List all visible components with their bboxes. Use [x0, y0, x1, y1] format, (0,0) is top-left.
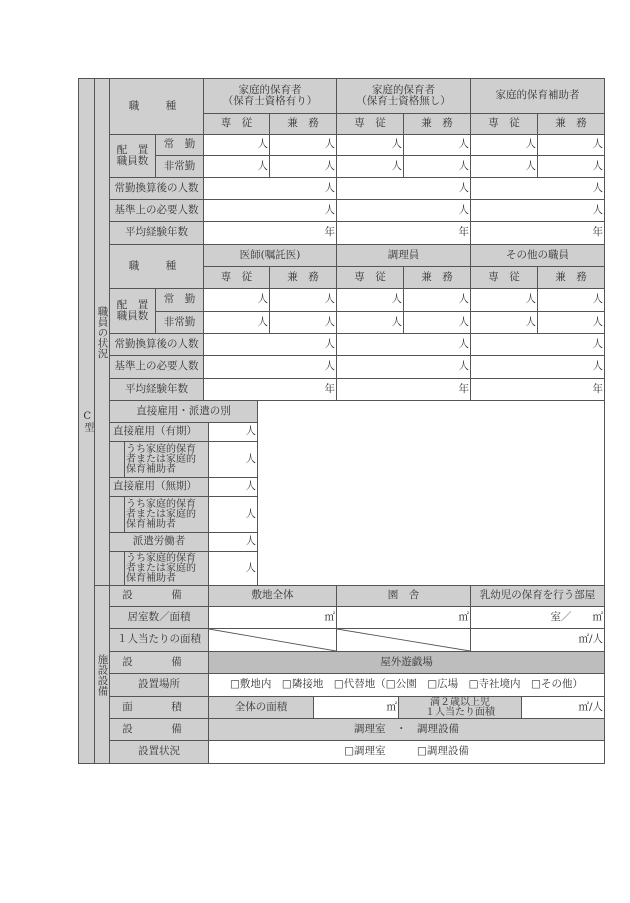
input-parttime[interactable] [336, 311, 404, 334]
category-line1: その他の職員 [506, 248, 569, 261]
sub-family-caregiver-label [124, 441, 209, 478]
unit: 年 [458, 382, 469, 395]
col-building [336, 585, 471, 607]
assigned-staff-label [109, 288, 156, 334]
unit: 人 [324, 293, 335, 306]
blank-area [257, 400, 605, 586]
sub-label-line: 保育補助者 [126, 463, 176, 475]
input-fulltime[interactable] [403, 288, 471, 312]
input-parttime[interactable] [269, 311, 337, 334]
input-fulltime[interactable] [269, 288, 337, 312]
subheader-label: 兼 務 [287, 117, 319, 130]
employment-header-label: 直接雇用・派遣の別 [136, 404, 231, 417]
unit: 人 [592, 181, 603, 194]
checkbox-options: □調理室 □調理設備 [344, 745, 469, 758]
area-label [109, 696, 209, 719]
input-parttime[interactable] [269, 155, 337, 178]
job-type-header-1 [109, 78, 204, 135]
input-avg-years[interactable] [203, 378, 337, 401]
subheader-label: 兼 務 [555, 270, 587, 283]
input-fulltime[interactable] [537, 288, 605, 312]
sub-label-line: うち家庭的保育 [126, 498, 196, 510]
input-parttime[interactable] [470, 155, 538, 178]
checkbox-options: □敷地内 □隣接地 □代替地（□公園 □広場 □寺社境内 □その他） [230, 678, 583, 691]
na-cell-diagonal [336, 628, 471, 652]
input-parttime[interactable] [336, 155, 404, 178]
subheader-label: 兼 務 [287, 270, 319, 283]
direct-permanent-label [109, 477, 209, 497]
unit: 人 [391, 138, 402, 151]
unit: 人 [525, 293, 536, 306]
subheader-label: 専 従 [488, 117, 520, 130]
unit: 年 [592, 226, 603, 239]
input-fulltime[interactable] [203, 134, 270, 156]
subheader-full [470, 113, 538, 135]
row-label: 設置場所 [138, 678, 180, 691]
unit: 人 [458, 159, 469, 172]
sub-family-caregiver-label [124, 551, 209, 586]
input-required[interactable] [203, 355, 337, 379]
input-avg-years[interactable] [470, 378, 605, 401]
input-total-area[interactable] [313, 696, 399, 719]
input-sub-fixed-term[interactable] [208, 441, 258, 478]
parttime-label [155, 155, 204, 178]
input-required[interactable] [470, 199, 605, 222]
section-header: 調理室 ・ 調理設備 [354, 722, 459, 735]
subheader-full [336, 266, 404, 289]
input-fulltime[interactable] [336, 288, 404, 312]
input-fulltime[interactable] [403, 134, 471, 156]
input-per-child-area[interactable] [521, 696, 605, 719]
input-site-area[interactable] [208, 606, 337, 629]
column-label: 園 舎 [387, 589, 420, 602]
unit: 人 [324, 138, 335, 151]
unit: 人 [458, 337, 469, 350]
job-type-label: 職 種 [128, 99, 185, 112]
subheader-label: 専 従 [354, 270, 386, 283]
input-required[interactable] [470, 355, 605, 379]
unit: ㎡/人 [578, 633, 603, 646]
sub-label-line: 保育補助者 [126, 572, 176, 584]
location-options[interactable] [208, 673, 605, 697]
input-parttime[interactable] [537, 311, 605, 334]
subheader-full [203, 266, 270, 289]
unit: 人 [324, 337, 335, 350]
parttime-label [155, 311, 204, 334]
unit: 人 [525, 315, 536, 328]
unit: 人 [592, 203, 603, 216]
row-label: 居室数／面積 [127, 610, 191, 623]
input-fulltime[interactable] [470, 288, 538, 312]
total-area-label [208, 696, 314, 719]
unit: 人 [245, 507, 256, 520]
assigned-line1: 配 置 [116, 143, 149, 156]
staff-status-label: 職員の状況 [96, 305, 109, 359]
unit: 年 [592, 382, 603, 395]
input-fte[interactable] [203, 333, 337, 356]
row-label: 非常勤 [163, 315, 196, 328]
facilities-label: 施設設備 [96, 653, 109, 696]
column-label: 乳幼児の保育を行う部屋 [479, 589, 596, 602]
assigned-staff-label [109, 134, 156, 178]
unit: 人 [324, 181, 335, 194]
subheader-concurrent [269, 266, 337, 289]
subheader-label: 兼 務 [421, 117, 453, 130]
assigned-line2: 職員数 [116, 155, 149, 167]
row-label: 基準上の必要人数 [114, 203, 199, 216]
unit: 年 [324, 382, 335, 395]
sub-label-line: 者または家庭的 [126, 562, 196, 574]
row-label: １人当たりの面積 [117, 633, 201, 646]
row-label: 平均経験年数 [125, 382, 188, 395]
unit: 人 [245, 452, 256, 465]
unit: ㎡ [458, 610, 469, 623]
row-label: 設 備 [122, 589, 196, 602]
row-label: 常勤換算後の人数 [114, 181, 199, 194]
category-header-2-2 [336, 244, 471, 267]
input-per-person-area[interactable] [470, 628, 605, 652]
input-rooms-area[interactable] [470, 606, 605, 629]
job-type-label: 職 種 [128, 259, 185, 272]
assigned-line1: 配 置 [116, 298, 149, 311]
indent-spacer [109, 551, 125, 586]
row-label: 全体の面積 [234, 700, 288, 713]
row-label: 面 積 [122, 700, 196, 713]
fulltime-label [155, 288, 204, 312]
subheader-label: 専 従 [220, 270, 253, 283]
type-label-cell [78, 78, 95, 764]
unit: 人 [592, 138, 603, 151]
input-direct-fixed-term[interactable] [208, 422, 258, 442]
category-header-1-2 [336, 78, 471, 114]
unit: 人 [458, 138, 469, 151]
unit: 人 [458, 181, 469, 194]
category-line1: 調理員 [387, 248, 420, 261]
input-required[interactable] [336, 355, 471, 379]
input-sub-dispatch[interactable] [208, 551, 258, 586]
unit: 人 [458, 315, 469, 328]
unit: 人 [391, 293, 402, 306]
equipment-label [109, 718, 209, 741]
category-line1: 家庭的保育補助者 [495, 89, 580, 102]
row-label: 派遣労働者 [132, 535, 186, 548]
unit: 人 [592, 337, 603, 350]
row-label: 直接雇用（有期） [113, 425, 197, 438]
per-child-area-label [398, 696, 522, 719]
staff-status-label-cell [94, 78, 110, 586]
sub-label-line: うち家庭的保育 [126, 443, 196, 455]
subheader-label: 専 従 [488, 270, 520, 283]
subheader-full [203, 113, 270, 135]
unit: 人 [324, 360, 335, 373]
subheader-label: 専 従 [354, 117, 386, 130]
assigned-line2: 職員数 [116, 310, 149, 322]
unit: 人 [592, 360, 603, 373]
unit: 人 [245, 425, 256, 438]
unit: 人 [525, 138, 536, 151]
direct-fixed-term-label [109, 422, 209, 442]
input-fulltime[interactable] [269, 134, 337, 156]
employment-header [109, 400, 258, 423]
row-label: 基準上の必要人数 [114, 360, 199, 373]
input-parttime[interactable] [537, 155, 605, 178]
unit: 人 [257, 293, 268, 306]
category-line2: （保育士資格無し） [356, 95, 451, 107]
unit: 人 [391, 159, 402, 172]
required-label [109, 355, 204, 379]
row-label: 常勤換算後の人数 [114, 337, 199, 350]
subheader-label: 専 従 [220, 117, 253, 130]
sub-label-line: 者または家庭的 [126, 508, 196, 520]
location-label [109, 673, 209, 697]
unit: 室／ ㎡ [550, 610, 603, 623]
col-site-total [208, 585, 337, 607]
unit: 人 [245, 561, 256, 574]
category-line1: 家庭的保育者 [372, 83, 435, 96]
subheader-full [336, 113, 404, 135]
fte-label [109, 333, 204, 356]
row-label: 設 備 [122, 722, 196, 735]
unit: 人 [458, 360, 469, 373]
kitchen-header [208, 718, 605, 741]
unit: 人 [324, 159, 335, 172]
input-required[interactable] [203, 199, 337, 222]
fte-label [109, 177, 204, 200]
input-avg-years[interactable] [203, 221, 337, 245]
unit: 人 [245, 480, 256, 493]
input-building-area[interactable] [336, 606, 471, 629]
input-fulltime[interactable] [336, 134, 404, 156]
input-parttime[interactable] [203, 155, 270, 178]
input-parttime[interactable] [203, 311, 270, 334]
unit: 年 [324, 226, 335, 239]
subheader-concurrent [537, 266, 605, 289]
unit: 人 [257, 159, 268, 172]
unit: 人 [324, 315, 335, 328]
input-sub-permanent[interactable] [208, 496, 258, 533]
diagonal-line-icon [337, 629, 470, 651]
input-parttime[interactable] [403, 155, 471, 178]
unit: ㎡ [324, 610, 335, 623]
kitchen-options[interactable] [208, 740, 605, 764]
subheader-full [470, 266, 538, 289]
outdoor-playground-header [208, 651, 605, 674]
dispatch-worker-label [109, 532, 209, 552]
category-header-2-3 [470, 244, 605, 267]
row-label: 平均経験年数 [125, 226, 188, 239]
subheader-label: 兼 務 [555, 117, 587, 130]
unit: 人 [257, 315, 268, 328]
sub-label-line: 保育補助者 [126, 518, 176, 530]
unit: 人 [592, 315, 603, 328]
unit: 人 [525, 159, 536, 172]
sub-label-line: 者または家庭的 [126, 453, 196, 465]
sub-family-caregiver-label [124, 496, 209, 533]
input-parttime[interactable] [470, 311, 538, 334]
category-header-2-1 [203, 244, 337, 267]
input-fte[interactable] [336, 333, 471, 356]
unit: 人 [458, 293, 469, 306]
input-fte[interactable] [336, 177, 471, 200]
equipment-label [109, 651, 209, 674]
label-line: 満２歳以上児 [430, 696, 490, 708]
category-header-1-1 [203, 78, 337, 114]
subheader-concurrent [403, 113, 471, 135]
subheader-concurrent [537, 113, 605, 135]
input-fulltime[interactable] [470, 134, 538, 156]
unit: 年 [458, 226, 469, 239]
row-label: 設置状況 [138, 745, 180, 758]
input-fte[interactable] [203, 177, 337, 200]
equipment-label [109, 585, 209, 607]
input-avg-years[interactable] [336, 378, 471, 401]
label-line: １人当たり面積 [425, 706, 495, 718]
input-required[interactable] [336, 199, 471, 222]
subheader-concurrent [269, 113, 337, 135]
install-status-label [109, 740, 209, 764]
col-childcare-room [470, 585, 605, 607]
unit: ㎡/人 [578, 700, 603, 713]
rooms-area-label [109, 606, 209, 629]
subheader-concurrent [403, 266, 471, 289]
avg-years-label [109, 378, 204, 401]
category-header-1-3 [470, 78, 605, 114]
input-fulltime[interactable] [203, 288, 270, 312]
na-cell-diagonal [208, 628, 337, 652]
avg-years-label [109, 221, 204, 245]
input-fulltime[interactable] [537, 134, 605, 156]
column-label: 敷地全体 [251, 589, 294, 602]
indent-spacer [109, 441, 125, 478]
section-header: 屋外遊戯場 [380, 655, 433, 668]
row-label: 非常勤 [163, 159, 196, 172]
unit: 人 [458, 203, 469, 216]
row-label: 設 備 [122, 655, 196, 668]
input-direct-permanent[interactable] [208, 477, 258, 497]
type-label: C型 [81, 410, 93, 432]
per-person-area-label [109, 628, 209, 652]
indent-spacer [109, 496, 125, 533]
category-line1: 医師(嘱託医) [239, 248, 301, 261]
unit: ㎡ [386, 700, 397, 713]
unit: 人 [391, 315, 402, 328]
row-label: 直接雇用（無期） [113, 480, 197, 493]
row-label: 常 勤 [163, 293, 196, 306]
unit: 人 [324, 203, 335, 216]
input-fte[interactable] [470, 177, 605, 200]
unit: 人 [257, 138, 268, 151]
input-dispatch-worker[interactable] [208, 532, 258, 552]
unit: 人 [245, 535, 256, 548]
subheader-label: 兼 務 [421, 270, 453, 283]
unit: 人 [592, 293, 603, 306]
category-line1: 家庭的保育者 [238, 83, 302, 96]
facilities-label-cell [94, 585, 110, 764]
row-label: 常 勤 [163, 138, 196, 151]
diagonal-line-icon [209, 629, 336, 651]
required-label [109, 199, 204, 222]
input-avg-years[interactable] [470, 221, 605, 245]
fulltime-label [155, 134, 204, 156]
input-parttime[interactable] [403, 311, 471, 334]
unit: 人 [592, 159, 603, 172]
job-type-header-2 [109, 244, 204, 289]
input-fte[interactable] [470, 333, 605, 356]
category-line2: （保育士資格有り） [222, 95, 318, 107]
sub-label-line: うち家庭的保育 [126, 552, 196, 564]
input-avg-years[interactable] [336, 221, 471, 245]
